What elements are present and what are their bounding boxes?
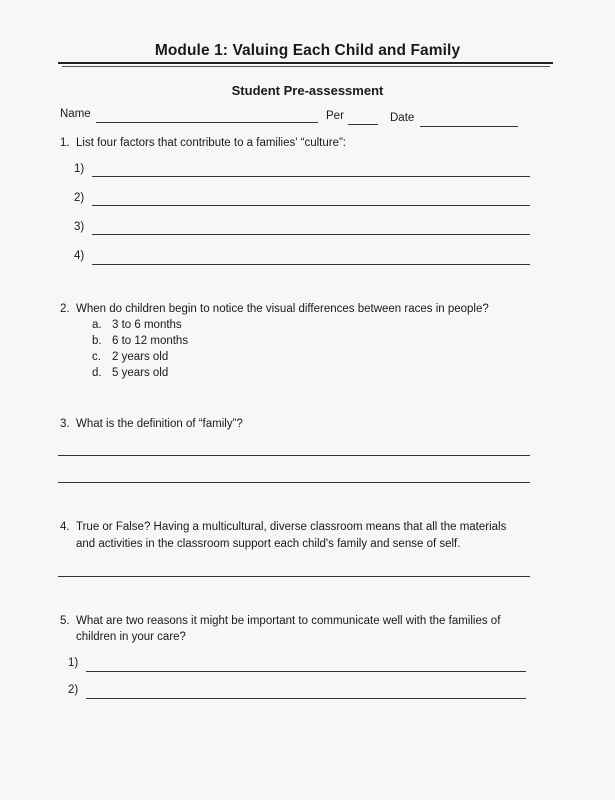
choice-text: 3 to 6 months — [112, 319, 182, 331]
choice-text: 5 years old — [112, 367, 169, 379]
question-1-text: List four factors that contribute to a families' “culture”: — [76, 137, 347, 149]
q1-answer-line-1[interactable] — [92, 176, 530, 177]
question-4-text-line-2: and activities in the classroom support each child's family and sense of self. — [76, 538, 461, 550]
q5-item-2-label: 2) — [68, 684, 79, 696]
question-2-text: When do children begin to notice the visual differences between races in people? — [76, 303, 489, 315]
page-title: Module 1: Valuing Each Child and Family — [154, 42, 461, 59]
choice-letter: d. — [92, 367, 102, 379]
q3-answer-line-2[interactable] — [58, 482, 530, 483]
choice-text: 2 years old — [112, 351, 169, 363]
name-field[interactable] — [96, 122, 318, 123]
q5-item-1-label: 1) — [68, 657, 79, 669]
per-field[interactable] — [348, 124, 378, 125]
page-subtitle: Student Pre-assessment — [231, 83, 384, 98]
question-5-text-line-2: children in your care? — [76, 631, 186, 643]
q1-answer-line-3[interactable] — [92, 234, 530, 235]
q4-answer-line[interactable] — [58, 576, 530, 577]
question-2-number: 2. — [60, 303, 70, 315]
question-3-number: 3. — [60, 418, 70, 430]
question-4-number: 4. — [60, 521, 70, 533]
q2-choice-c[interactable] — [92, 351, 168, 363]
q2-choice-a[interactable] — [92, 319, 182, 331]
choice-letter: c. — [92, 351, 101, 363]
per-label: Per — [326, 110, 344, 122]
question-5-text-line-1: What are two reasons it might be important to communicate well with the families of — [76, 615, 501, 627]
q1-answer-line-2[interactable] — [92, 205, 530, 206]
q1-item-2-label: 2) — [74, 192, 85, 204]
q5-answer-line-1[interactable] — [86, 671, 526, 672]
choice-letter: b. — [92, 335, 102, 347]
choice-text: 6 to 12 months — [112, 335, 189, 347]
question-3-text: What is the definition of “family”? — [76, 418, 243, 430]
date-label: Date — [390, 112, 415, 124]
question-5-number: 5. — [60, 615, 70, 627]
q3-answer-line-1[interactable] — [58, 455, 530, 456]
q1-answer-line-4[interactable] — [92, 264, 530, 265]
question-1-number: 1. — [60, 137, 70, 149]
title-rule-thick — [58, 62, 553, 64]
q1-item-4-label: 4) — [74, 250, 85, 262]
date-field[interactable] — [420, 126, 518, 127]
q1-item-1-label: 1) — [74, 163, 85, 175]
q5-answer-line-2[interactable] — [86, 698, 526, 699]
name-label: Name — [60, 108, 91, 120]
title-rule-thin — [62, 66, 550, 67]
question-4-text-line-1: True or False? Having a multicultural, diverse classroom means that all the materials — [76, 521, 507, 533]
choice-letter: a. — [92, 319, 102, 331]
q1-item-3-label: 3) — [74, 221, 85, 233]
q2-choice-d[interactable] — [92, 367, 168, 379]
q2-choice-b[interactable] — [92, 335, 188, 347]
